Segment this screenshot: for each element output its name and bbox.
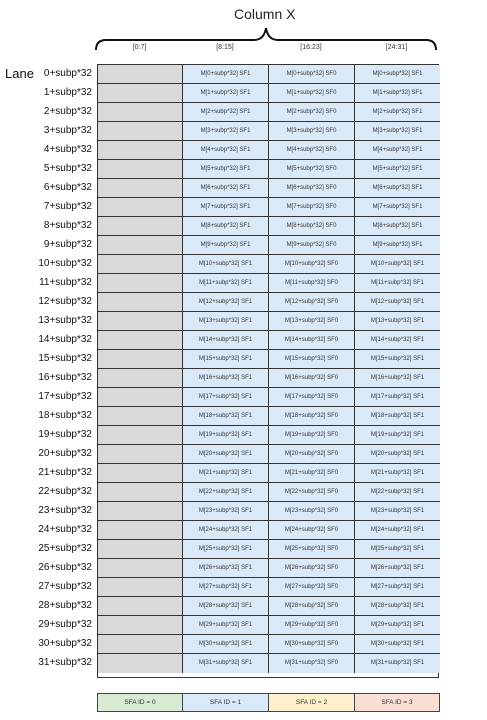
register-cell: M[7+subp*32] SF1 xyxy=(355,198,440,217)
register-cell: M[28+subp*32] SF1 xyxy=(183,597,269,616)
column-header-2: [16:23] xyxy=(300,44,322,51)
column-header-3: [24:31] xyxy=(385,44,408,51)
register-cell: M[26+subp*32] SF1 xyxy=(355,559,440,578)
register-cell: M[13+subp*32] SF0 xyxy=(269,312,355,331)
register-cell: M[28+subp*32] SF1 xyxy=(355,597,440,616)
row-label: 8+subp*32 xyxy=(43,220,92,231)
register-cell: M[6+subp*32] SF1 xyxy=(355,179,440,198)
register-cell: M[2+subp*32] SF1 xyxy=(355,103,440,122)
register-cell: M[25+subp*32] SF1 xyxy=(183,540,269,559)
register-cell: M[30+subp*32] SF1 xyxy=(355,635,440,654)
register-cell: M[4+subp*32] SF1 xyxy=(355,141,440,160)
row-label: 16+subp*32 xyxy=(38,372,92,383)
register-cell: M[6+subp*32] SF1 xyxy=(183,179,269,198)
register-cell: M[17+subp*32] SF1 xyxy=(355,388,440,407)
register-cell: M[0+subp*32] SF1 xyxy=(355,65,440,84)
row-label: 28+subp*32 xyxy=(38,600,92,611)
register-cell: M[7+subp*32] SF1 xyxy=(183,198,269,217)
register-cell: M[3+subp*32] SF1 xyxy=(183,122,269,141)
unused-cell xyxy=(98,274,183,293)
unused-cell xyxy=(98,559,183,578)
legend-item-sfa-2: SFA ID = 2 xyxy=(268,693,355,712)
row-label: 6+subp*32 xyxy=(43,182,92,193)
row-label: 5+subp*32 xyxy=(43,163,92,174)
unused-cell xyxy=(98,65,183,84)
register-cell: M[22+subp*32] SF1 xyxy=(183,483,269,502)
register-cell: M[24+subp*32] SF1 xyxy=(183,521,269,540)
legend-item-sfa-1: SFA ID = 1 xyxy=(182,693,269,712)
register-cell: M[22+subp*32] SF1 xyxy=(355,483,440,502)
unused-cell xyxy=(98,312,183,331)
row-label: 25+subp*32 xyxy=(38,543,92,554)
register-cell: M[23+subp*32] SF1 xyxy=(355,502,440,521)
register-cell: M[31+subp*32] SF1 xyxy=(183,654,269,673)
register-cell: M[19+subp*32] SF1 xyxy=(183,426,269,445)
row-label: 29+subp*32 xyxy=(38,619,92,630)
register-cell: M[20+subp*32] SF0 xyxy=(269,445,355,464)
column-title: Column X xyxy=(234,6,296,22)
row-label: 14+subp*32 xyxy=(38,334,92,345)
register-cell: M[27+subp*32] SF1 xyxy=(355,578,440,597)
row-label: 19+subp*32 xyxy=(38,429,92,440)
register-cell: M[6+subp*32] SF0 xyxy=(269,179,355,198)
register-cell: M[28+subp*32] SF0 xyxy=(269,597,355,616)
unused-cell xyxy=(98,84,183,103)
register-cell: M[0+subp*32] SF1 xyxy=(183,65,269,84)
register-cell: M[15+subp*32] SF0 xyxy=(269,350,355,369)
register-cell: M[25+subp*32] SF0 xyxy=(269,540,355,559)
register-cell: M[3+subp*32] SF0 xyxy=(269,122,355,141)
register-cell: M[29+subp*32] SF0 xyxy=(269,616,355,635)
register-cell: M[19+subp*32] SF1 xyxy=(355,426,440,445)
register-cell: M[5+subp*32] SF1 xyxy=(355,160,440,179)
unused-cell xyxy=(98,540,183,559)
register-cell: M[5+subp*32] SF0 xyxy=(269,160,355,179)
register-cell: M[7+subp*32] SF0 xyxy=(269,198,355,217)
register-cell: M[24+subp*32] SF1 xyxy=(355,521,440,540)
unused-cell xyxy=(98,122,183,141)
unused-cell xyxy=(98,635,183,654)
register-cell: M[20+subp*32] SF1 xyxy=(355,445,440,464)
register-cell: M[2+subp*32] SF1 xyxy=(183,103,269,122)
row-label: 10+subp*32 xyxy=(38,258,92,269)
register-cell: M[21+subp*32] SF0 xyxy=(269,464,355,483)
register-cell: M[2+subp*32] SF0 xyxy=(269,103,355,122)
unused-cell xyxy=(98,445,183,464)
row-label: 0+subp*32 xyxy=(43,68,92,79)
row-label: 30+subp*32 xyxy=(38,638,92,649)
row-label: 27+subp*32 xyxy=(38,581,92,592)
register-cell: M[14+subp*32] SF1 xyxy=(183,331,269,350)
register-cell: M[14+subp*32] SF0 xyxy=(269,331,355,350)
register-cell: M[23+subp*32] SF0 xyxy=(269,502,355,521)
register-cell: M[18+subp*32] SF0 xyxy=(269,407,355,426)
register-cell: M[26+subp*32] SF1 xyxy=(183,559,269,578)
register-grid xyxy=(97,64,439,678)
unused-cell xyxy=(98,464,183,483)
unused-cell xyxy=(98,597,183,616)
register-cell: M[10+subp*32] SF0 xyxy=(269,255,355,274)
register-cell: M[23+subp*32] SF1 xyxy=(183,502,269,521)
register-cell: M[8+subp*32] SF1 xyxy=(183,217,269,236)
column-header-1: [8:15] xyxy=(216,44,234,51)
unused-cell xyxy=(98,388,183,407)
register-cell: M[31+subp*32] SF0 xyxy=(269,654,355,673)
unused-cell xyxy=(98,654,183,673)
register-cell: M[1+subp*32] SF1 xyxy=(183,84,269,103)
register-cell: M[20+subp*32] SF1 xyxy=(183,445,269,464)
register-cell: M[18+subp*32] SF1 xyxy=(355,407,440,426)
unused-cell xyxy=(98,198,183,217)
register-cell: M[16+subp*32] SF1 xyxy=(183,369,269,388)
row-label: 4+subp*32 xyxy=(43,144,92,155)
register-cell: M[15+subp*32] SF1 xyxy=(183,350,269,369)
unused-cell xyxy=(98,103,183,122)
row-label: 1+subp*32 xyxy=(43,87,92,98)
register-cell: M[25+subp*32] SF1 xyxy=(355,540,440,559)
row-label: 26+subp*32 xyxy=(38,562,92,573)
register-cell: M[29+subp*32] SF1 xyxy=(355,616,440,635)
row-label: 31+subp*32 xyxy=(38,657,92,668)
register-cell: M[4+subp*32] SF0 xyxy=(269,141,355,160)
register-cell: M[27+subp*32] SF1 xyxy=(183,578,269,597)
register-cell: M[11+subp*32] SF1 xyxy=(183,274,269,293)
unused-cell xyxy=(98,483,183,502)
row-label: 2+subp*32 xyxy=(43,106,92,117)
register-cell: M[24+subp*32] SF0 xyxy=(269,521,355,540)
register-cell: M[17+subp*32] SF0 xyxy=(269,388,355,407)
row-label: 11+subp*32 xyxy=(39,277,92,288)
register-cell: M[13+subp*32] SF1 xyxy=(183,312,269,331)
register-cell: M[8+subp*32] SF1 xyxy=(355,217,440,236)
row-label: 15+subp*32 xyxy=(38,353,92,364)
unused-cell xyxy=(98,255,183,274)
legend-item-sfa-3: SFA ID = 3 xyxy=(354,693,440,712)
register-cell: M[29+subp*32] SF1 xyxy=(183,616,269,635)
register-cell: M[11+subp*32] SF1 xyxy=(355,274,440,293)
unused-cell xyxy=(98,293,183,312)
register-cell: M[30+subp*32] SF1 xyxy=(183,635,269,654)
register-cell: M[15+subp*32] SF1 xyxy=(355,350,440,369)
register-cell: M[16+subp*32] SF0 xyxy=(269,369,355,388)
register-cell: M[10+subp*32] SF1 xyxy=(183,255,269,274)
unused-cell xyxy=(98,407,183,426)
row-label: 9+subp*32 xyxy=(43,239,92,250)
row-label: 23+subp*32 xyxy=(38,505,92,516)
register-cell: M[19+subp*32] SF0 xyxy=(269,426,355,445)
unused-cell xyxy=(98,426,183,445)
register-cell: M[12+subp*32] SF1 xyxy=(183,293,269,312)
row-label: 21+subp*32 xyxy=(38,467,92,478)
register-cell: M[10+subp*32] SF1 xyxy=(355,255,440,274)
lane-label: Lane xyxy=(5,66,34,81)
register-cell: M[12+subp*32] SF0 xyxy=(269,293,355,312)
register-cell: M[31+subp*32] SF1 xyxy=(355,654,440,673)
row-label: 12+subp*32 xyxy=(38,296,92,307)
register-cell: M[1+subp*32] SF1 xyxy=(355,84,440,103)
unused-cell xyxy=(98,616,183,635)
register-cell: M[9+subp*32] SF1 xyxy=(183,236,269,255)
register-cell: M[8+subp*32] SF0 xyxy=(269,217,355,236)
register-cell: M[21+subp*32] SF1 xyxy=(355,464,440,483)
unused-cell xyxy=(98,331,183,350)
unused-cell xyxy=(98,350,183,369)
register-cell: M[21+subp*32] SF1 xyxy=(183,464,269,483)
unused-cell xyxy=(98,578,183,597)
legend-item-sfa-0: SFA ID = 0 xyxy=(97,693,183,712)
row-label: 7+subp*32 xyxy=(43,201,92,212)
row-label: 17+subp*32 xyxy=(38,391,92,402)
row-label: 24+subp*32 xyxy=(38,524,92,535)
row-label: 22+subp*32 xyxy=(38,486,92,497)
unused-cell xyxy=(98,236,183,255)
register-cell: M[26+subp*32] SF0 xyxy=(269,559,355,578)
register-cell: M[30+subp*32] SF0 xyxy=(269,635,355,654)
unused-cell xyxy=(98,521,183,540)
unused-cell xyxy=(98,217,183,236)
column-header-0: [0:7] xyxy=(132,44,147,51)
register-cell: M[3+subp*32] SF1 xyxy=(355,122,440,141)
unused-cell xyxy=(98,502,183,521)
register-cell: M[18+subp*32] SF1 xyxy=(183,407,269,426)
register-cell: M[0+subp*32] SF0 xyxy=(269,65,355,84)
register-cell: M[22+subp*32] SF0 xyxy=(269,483,355,502)
row-label: 3+subp*32 xyxy=(43,125,92,136)
register-cell: M[9+subp*32] SF0 xyxy=(269,236,355,255)
row-label: 20+subp*32 xyxy=(38,448,92,459)
register-cell: M[9+subp*32] SF1 xyxy=(355,236,440,255)
unused-cell xyxy=(98,160,183,179)
row-label: 18+subp*32 xyxy=(38,410,92,421)
register-cell: M[5+subp*32] SF1 xyxy=(183,160,269,179)
unused-cell xyxy=(98,179,183,198)
row-label: 13+subp*32 xyxy=(38,315,92,326)
register-cell: M[13+subp*32] SF1 xyxy=(355,312,440,331)
register-cell: M[14+subp*32] SF1 xyxy=(355,331,440,350)
unused-cell xyxy=(98,369,183,388)
unused-cell xyxy=(98,141,183,160)
register-cell: M[4+subp*32] SF1 xyxy=(183,141,269,160)
register-cell: M[1+subp*32] SF0 xyxy=(269,84,355,103)
register-cell: M[12+subp*32] SF1 xyxy=(355,293,440,312)
register-cell: M[27+subp*32] SF0 xyxy=(269,578,355,597)
register-cell: M[17+subp*32] SF1 xyxy=(183,388,269,407)
register-cell: M[11+subp*32] SF0 xyxy=(269,274,355,293)
register-cell: M[16+subp*32] SF1 xyxy=(355,369,440,388)
